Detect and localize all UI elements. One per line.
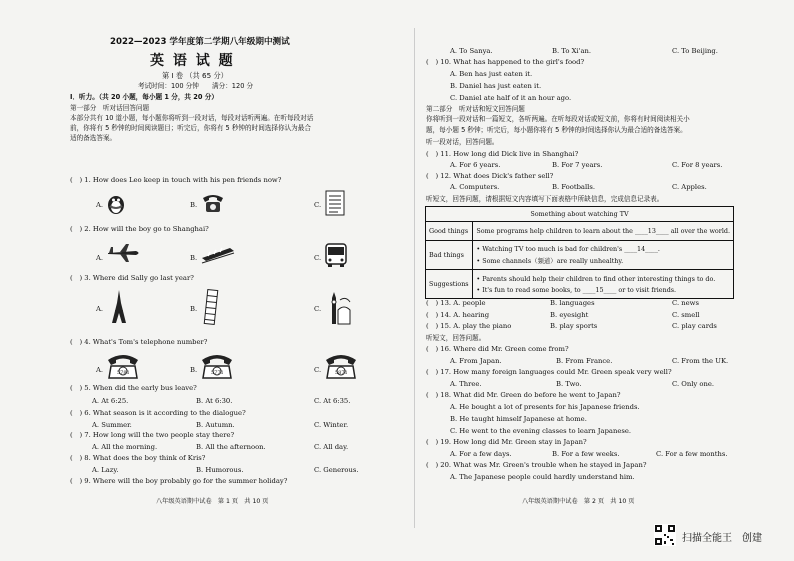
q17-option-b: B. Two. [556,380,582,388]
question-1: ( ) 1. How does Leo keep in touch with his pen friends now? [70,176,282,184]
question-17: ( ) 17. How many foreign languages could Mr. Green speak very well? [426,368,672,376]
question-14: ( ) 14. A. hearing [426,311,490,319]
dialogue-label: 听一段对话，回答问题。 [426,138,499,146]
question-19: ( ) 19. How long did Mr. Green stay in Japan? [426,438,587,446]
good-things-text: Some programs help children to learn about the ____13____ all over the world. [473,222,734,241]
part1-title: 第一部分 听对话回答问题 [70,104,150,112]
option-label-c: C. [314,254,322,262]
option-label-b: B. [190,201,198,209]
q13-option-c: C. news [672,299,699,307]
letter-paper-icon [324,190,346,216]
exam-title: 2022—2023 学年度第二学期八年级期中测试 [110,37,290,47]
page-footer-right: 八年级英语期中试卷 第 2 页 共 10 页 [522,498,635,505]
instruction-line-3: 适的备选答案。 [70,134,117,142]
question-2: ( ) 2. How will the boy go to Shanghai? [70,225,209,233]
option-label-c: C. [314,305,322,313]
option-label-c: C. [314,366,322,374]
q6-option-c: C. Winter. [314,421,349,429]
q6-option-a: A. Summer. [92,421,132,429]
q19-option-b: B. For a few weeks. [552,450,620,458]
section1-title: I．听力。（共 20 小题，每小题 1 分，共 20 分） [70,93,218,101]
phone-number-b: 5771 [211,370,224,376]
part2-instruction-1: 你将听到一段对话和一篇短文，各听两遍。在听每段对话或短文前，你将有时间阅读相关小 [426,115,690,123]
q8-option-b: B. Humorous. [196,466,244,474]
big-ben-icon [326,290,352,326]
question-7: ( ) 7. How long will the two people stay there? [70,431,235,439]
airplane-icon [106,243,142,263]
eiffel-tower-icon [108,289,130,325]
q14-option-b: B. eyesight [550,311,589,319]
q11-option-c: C. For 8 years. [672,161,723,169]
phone-icon [200,192,226,214]
q11-option-b: B. For 7 years. [552,161,603,169]
q12-option-a: A. Computers. [450,183,500,191]
page-divider [414,28,415,528]
suggestions-cell [473,270,734,299]
question-3: ( ) 3. Where did Sally go last year? [70,274,194,282]
q15-option-b: B. play sports [550,322,598,330]
q9-option-b: B. To Xi'an. [552,47,592,55]
option-label-a: A. [96,366,104,374]
question-18: ( ) 18. What did Mr. Green do before he went to Japan? [426,391,621,399]
question-8: ( ) 8. What does the boy think of Kris? [70,454,206,462]
q13-option-b: B. languages [550,299,595,307]
q18-option-a: A. He bought a lot of presents for his Japanese friends. [450,403,640,411]
q10-option-b: B. Daniel has just eaten it. [450,82,542,90]
q12-option-c: C. Apples. [672,183,707,191]
q5-option-c: C. At 6:35. [314,397,351,405]
q12-option-b: B. Footballs. [552,183,595,191]
q5-option-b: B. At 6:30. [196,397,233,405]
suggestions-line-1: • Parents should help their children to find other interesting things to do. [476,274,716,283]
bus-icon [324,242,348,268]
question-4: ( ) 4. What's Tom's telephone number? [70,338,208,346]
question-11: ( ) 11. How long did Dick live in Shanghai? [426,150,579,158]
time-score: 考试时间：100 分钟 满分：120 分 [138,82,254,90]
question-9: ( ) 9. Where will the boy probably go for the summer holiday? [70,477,288,485]
q16-option-b: B. From France. [556,357,613,365]
qr-code-icon [654,524,676,546]
q20-option-a: A. The Japanese people could hardly understand him. [450,473,635,481]
q14-option-c: C. smell [672,311,700,319]
q19-option-a: A. For a few days. [450,450,512,458]
q5-option-a: A. At 6:25. [92,397,129,405]
scanner-watermark-text: 扫描全能王 创建 [682,533,762,544]
q11-option-a: A. For 6 years. [450,161,501,169]
option-label-b: B. [190,366,198,374]
q15-option-c: C. play cards [672,322,717,330]
q8-option-c: C. Generous. [314,466,359,474]
table-intro: 听短文，回答问题，请根据短文内容填写下面表格中所缺信息，完成信息记录表。 [426,195,664,203]
question-5: ( ) 5. When did the early bus leave? [70,384,197,392]
q16-option-a: A. From Japan. [450,357,502,365]
volume-label: 第 I 卷 （共 65 分） [162,71,228,80]
q19-option-c: C. For a few months. [656,450,728,458]
question-16: ( ) 16. Where did Mr. Green come from? [426,345,569,353]
question-6: ( ) 6. What season is it according to the dialogue? [70,409,246,417]
question-15: ( ) 15. A. play the piano [426,322,512,330]
subject-title: 英 语 试 题 [150,53,235,69]
question-12: ( ) 12. What does Dick's father sell? [426,172,554,180]
phone-number-a: 5781 [117,370,130,376]
option-label-a: A. [96,305,104,313]
q7-option-c: C. All day. [314,443,349,451]
q7-option-a: A. All the morning. [92,443,158,451]
part2-instruction-2: 题，每小题 5 秒钟；听完后，每小题你将有 5 秒钟的时间选择你认为最合适的备选答案。 [426,126,687,134]
question-20: ( ) 20. What was Mr. Green's trouble when he stayed in Japan? [426,461,647,469]
q10-option-a: A. Ben has just eaten it. [450,70,533,78]
option-label-c: C. [314,201,322,209]
passage-label: 听短文，回答问题。 [426,334,486,342]
info-table [425,206,734,299]
q18-option-c: C. He went to the evening classes to learn Japanese. [450,427,632,435]
phone-number-c: 5871 [335,370,348,376]
q6-option-b: B. Autumn. [196,421,235,429]
option-label-a: A. [96,201,104,209]
bad-things-line-1: • Watching TV too much is bad for children's ____14____. [476,245,660,253]
q17-option-c: C. Only one. [672,380,715,388]
q18-option-b: B. He taught himself Japanese at home. [450,415,587,423]
instruction-line-1: 本部分共有 10 道小题，每小题你将听到一段对话，每段对话听两遍。在听每段对话 [70,114,314,122]
question-10: ( ) 10. What has happened to the girl's food? [426,58,585,66]
option-label-a: A. [96,254,104,262]
part2-title: 第二部分 听对话和短文回答问题 [426,105,525,113]
question-13: ( ) 13. A. people [426,299,486,307]
instruction-line-2: 前，你将有 5 秒钟的时间阅读题目；听完后，你将有 5 秒钟的时间选择你认为最合 [70,124,311,132]
q10-option-c: C. Daniel ate half of it an hour ago. [450,94,572,102]
q9-option-a: A. To Sanya. [450,47,493,55]
suggestions-label: Suggestions [426,270,473,299]
q16-option-c: C. From the UK. [672,357,729,365]
option-label-b: B. [190,305,198,313]
table-title: Something about watching TV [426,207,734,222]
q9-option-c: C. To Beijing. [672,47,718,55]
bad-things-label: Bad things [426,241,473,270]
q7-option-b: B. All the afternoon. [196,443,266,451]
qq-penguin-icon [104,192,128,216]
leaning-tower-icon [202,288,220,326]
bad-things-cell [473,241,734,270]
q8-option-a: A. Lazy. [92,466,119,474]
bad-things-line-2: • Some channels（频道）are really unhealthy. [476,257,624,265]
q17-option-a: A. Three. [450,380,482,388]
option-label-b: B. [190,254,198,262]
suggestions-line-2: • It's fun to read some books, to ____15____ or to visit friends. [476,285,677,294]
page-footer-left: 八年级英语期中试卷 第 1 页 共 10 页 [156,498,269,505]
train-icon [200,242,236,264]
good-things-label: Good things [426,222,473,241]
